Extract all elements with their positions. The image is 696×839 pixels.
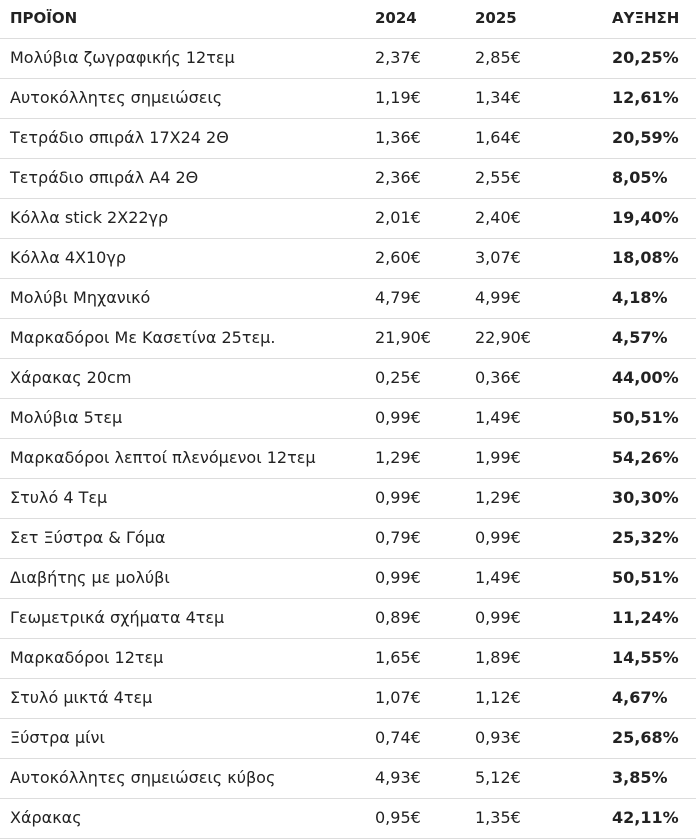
product-name: Διαβήτης με μολύβι bbox=[10, 568, 170, 587]
price-increase: 25,68% bbox=[612, 728, 679, 747]
table-row bbox=[0, 759, 696, 799]
product-name: Αυτοκόλλητες σημειώσεις bbox=[10, 88, 223, 107]
price-2025: 1,49€ bbox=[475, 568, 521, 587]
price-2025: 3,07€ bbox=[475, 248, 521, 267]
product-name: Μαρκαδόροι Με Κασετίνα 25τεμ. bbox=[10, 328, 276, 347]
price-2024: 0,79€ bbox=[375, 528, 421, 547]
price-increase: 18,08% bbox=[612, 248, 679, 267]
price-2025: 1,29€ bbox=[475, 488, 521, 507]
price-2024: 1,07€ bbox=[375, 688, 421, 707]
table-row bbox=[0, 119, 696, 159]
price-increase: 14,55% bbox=[612, 648, 679, 667]
price-2025: 2,85€ bbox=[475, 48, 521, 67]
price-increase: 12,61% bbox=[612, 88, 679, 107]
price-increase: 4,57% bbox=[612, 328, 668, 347]
price-2024: 0,74€ bbox=[375, 728, 421, 747]
price-2025: 2,55€ bbox=[475, 168, 521, 187]
price-increase: 3,85% bbox=[612, 768, 668, 787]
table-row bbox=[0, 239, 696, 279]
product-name: Μολύβια 5τεμ bbox=[10, 408, 123, 427]
table-row bbox=[0, 679, 696, 719]
price-2024: 21,90€ bbox=[375, 328, 431, 347]
table-row bbox=[0, 439, 696, 479]
product-name: Ξύστρα μίνι bbox=[10, 728, 105, 747]
price-2025: 22,90€ bbox=[475, 328, 531, 347]
price-2025: 1,34€ bbox=[475, 88, 521, 107]
price-increase: 54,26% bbox=[612, 448, 679, 467]
product-name: Σετ Ξύστρα & Γόμα bbox=[10, 528, 166, 547]
price-2024: 1,65€ bbox=[375, 648, 421, 667]
product-name: Γεωμετρικά σχήματα 4τεμ bbox=[10, 608, 225, 627]
header-product: ΠΡΟΪΟΝ bbox=[10, 9, 78, 27]
product-name: Αυτοκόλλητες σημειώσεις κύβος bbox=[10, 768, 276, 787]
price-increase: 19,40% bbox=[612, 208, 679, 227]
price-2025: 0,93€ bbox=[475, 728, 521, 747]
table-row bbox=[0, 519, 696, 559]
price-2025: 1,99€ bbox=[475, 448, 521, 467]
price-increase: 11,24% bbox=[612, 608, 679, 627]
price-2024: 2,01€ bbox=[375, 208, 421, 227]
header-2025: 2025 bbox=[475, 9, 517, 27]
price-2024: 2,36€ bbox=[375, 168, 421, 187]
price-2024: 1,29€ bbox=[375, 448, 421, 467]
price-2025: 0,36€ bbox=[475, 368, 521, 387]
price-increase: 4,18% bbox=[612, 288, 668, 307]
price-2024: 1,19€ bbox=[375, 88, 421, 107]
price-2025: 1,49€ bbox=[475, 408, 521, 427]
price-2024: 2,37€ bbox=[375, 48, 421, 67]
product-name: Μολύβια ζωγραφικής 12τεμ bbox=[10, 48, 235, 67]
price-2025: 5,12€ bbox=[475, 768, 521, 787]
price-2024: 2,60€ bbox=[375, 248, 421, 267]
product-name: Μαρκαδόροι 12τεμ bbox=[10, 648, 164, 667]
product-name: Κόλλα stick 2Χ22γρ bbox=[10, 208, 169, 227]
product-name: Χάρακας 20cm bbox=[10, 368, 132, 387]
price-2024: 4,93€ bbox=[375, 768, 421, 787]
table-header-row bbox=[0, 0, 696, 39]
product-name: Χάρακας bbox=[10, 808, 82, 827]
product-name: Τετράδιο σπιράλ Α4 2Θ bbox=[10, 168, 199, 187]
price-2024: 0,99€ bbox=[375, 488, 421, 507]
price-2025: 1,89€ bbox=[475, 648, 521, 667]
table-row bbox=[0, 599, 696, 639]
price-2025: 1,64€ bbox=[475, 128, 521, 147]
price-increase: 20,59% bbox=[612, 128, 679, 147]
price-2025: 4,99€ bbox=[475, 288, 521, 307]
product-name: Κόλλα 4Χ10γρ bbox=[10, 248, 126, 267]
table-row bbox=[0, 399, 696, 439]
table-row bbox=[0, 39, 696, 79]
price-increase: 4,67% bbox=[612, 688, 668, 707]
header-2024: 2024 bbox=[375, 9, 417, 27]
price-increase: 50,51% bbox=[612, 408, 679, 427]
table-body bbox=[0, 39, 696, 839]
table-row bbox=[0, 559, 696, 599]
price-increase: 42,11% bbox=[612, 808, 679, 827]
price-increase: 50,51% bbox=[612, 568, 679, 587]
table-row bbox=[0, 279, 696, 319]
price-increase: 44,00% bbox=[612, 368, 679, 387]
product-name: Τετράδιο σπιράλ 17Χ24 2Θ bbox=[10, 128, 229, 147]
product-name: Στυλό 4 Τεμ bbox=[10, 488, 108, 507]
table-row bbox=[0, 359, 696, 399]
table-row bbox=[0, 79, 696, 119]
price-2025: 2,40€ bbox=[475, 208, 521, 227]
table-row bbox=[0, 159, 696, 199]
product-name: Μολύβι Μηχανικό bbox=[10, 288, 151, 307]
header-increase: ΑΥΞΗΣΗ bbox=[612, 9, 680, 27]
price-2024: 0,95€ bbox=[375, 808, 421, 827]
price-increase: 30,30% bbox=[612, 488, 679, 507]
product-name: Μαρκαδόροι λεπτοί πλενόμενοι 12τεμ bbox=[10, 448, 316, 467]
price-2024: 0,99€ bbox=[375, 408, 421, 427]
price-increase: 20,25% bbox=[612, 48, 679, 67]
price-2025: 0,99€ bbox=[475, 528, 521, 547]
price-increase: 8,05% bbox=[612, 168, 668, 187]
table-row bbox=[0, 639, 696, 679]
price-increase: 25,32% bbox=[612, 528, 679, 547]
price-2024: 0,25€ bbox=[375, 368, 421, 387]
table-row bbox=[0, 799, 696, 839]
price-2024: 4,79€ bbox=[375, 288, 421, 307]
product-name: Στυλό μικτά 4τεμ bbox=[10, 688, 153, 707]
table-row bbox=[0, 319, 696, 359]
table-row bbox=[0, 479, 696, 519]
price-2025: 1,12€ bbox=[475, 688, 521, 707]
price-2024: 0,89€ bbox=[375, 608, 421, 627]
table-row bbox=[0, 719, 696, 759]
price-2025: 1,35€ bbox=[475, 808, 521, 827]
price-2024: 0,99€ bbox=[375, 568, 421, 587]
price-2024: 1,36€ bbox=[375, 128, 421, 147]
price-2025: 0,99€ bbox=[475, 608, 521, 627]
table-row bbox=[0, 199, 696, 239]
